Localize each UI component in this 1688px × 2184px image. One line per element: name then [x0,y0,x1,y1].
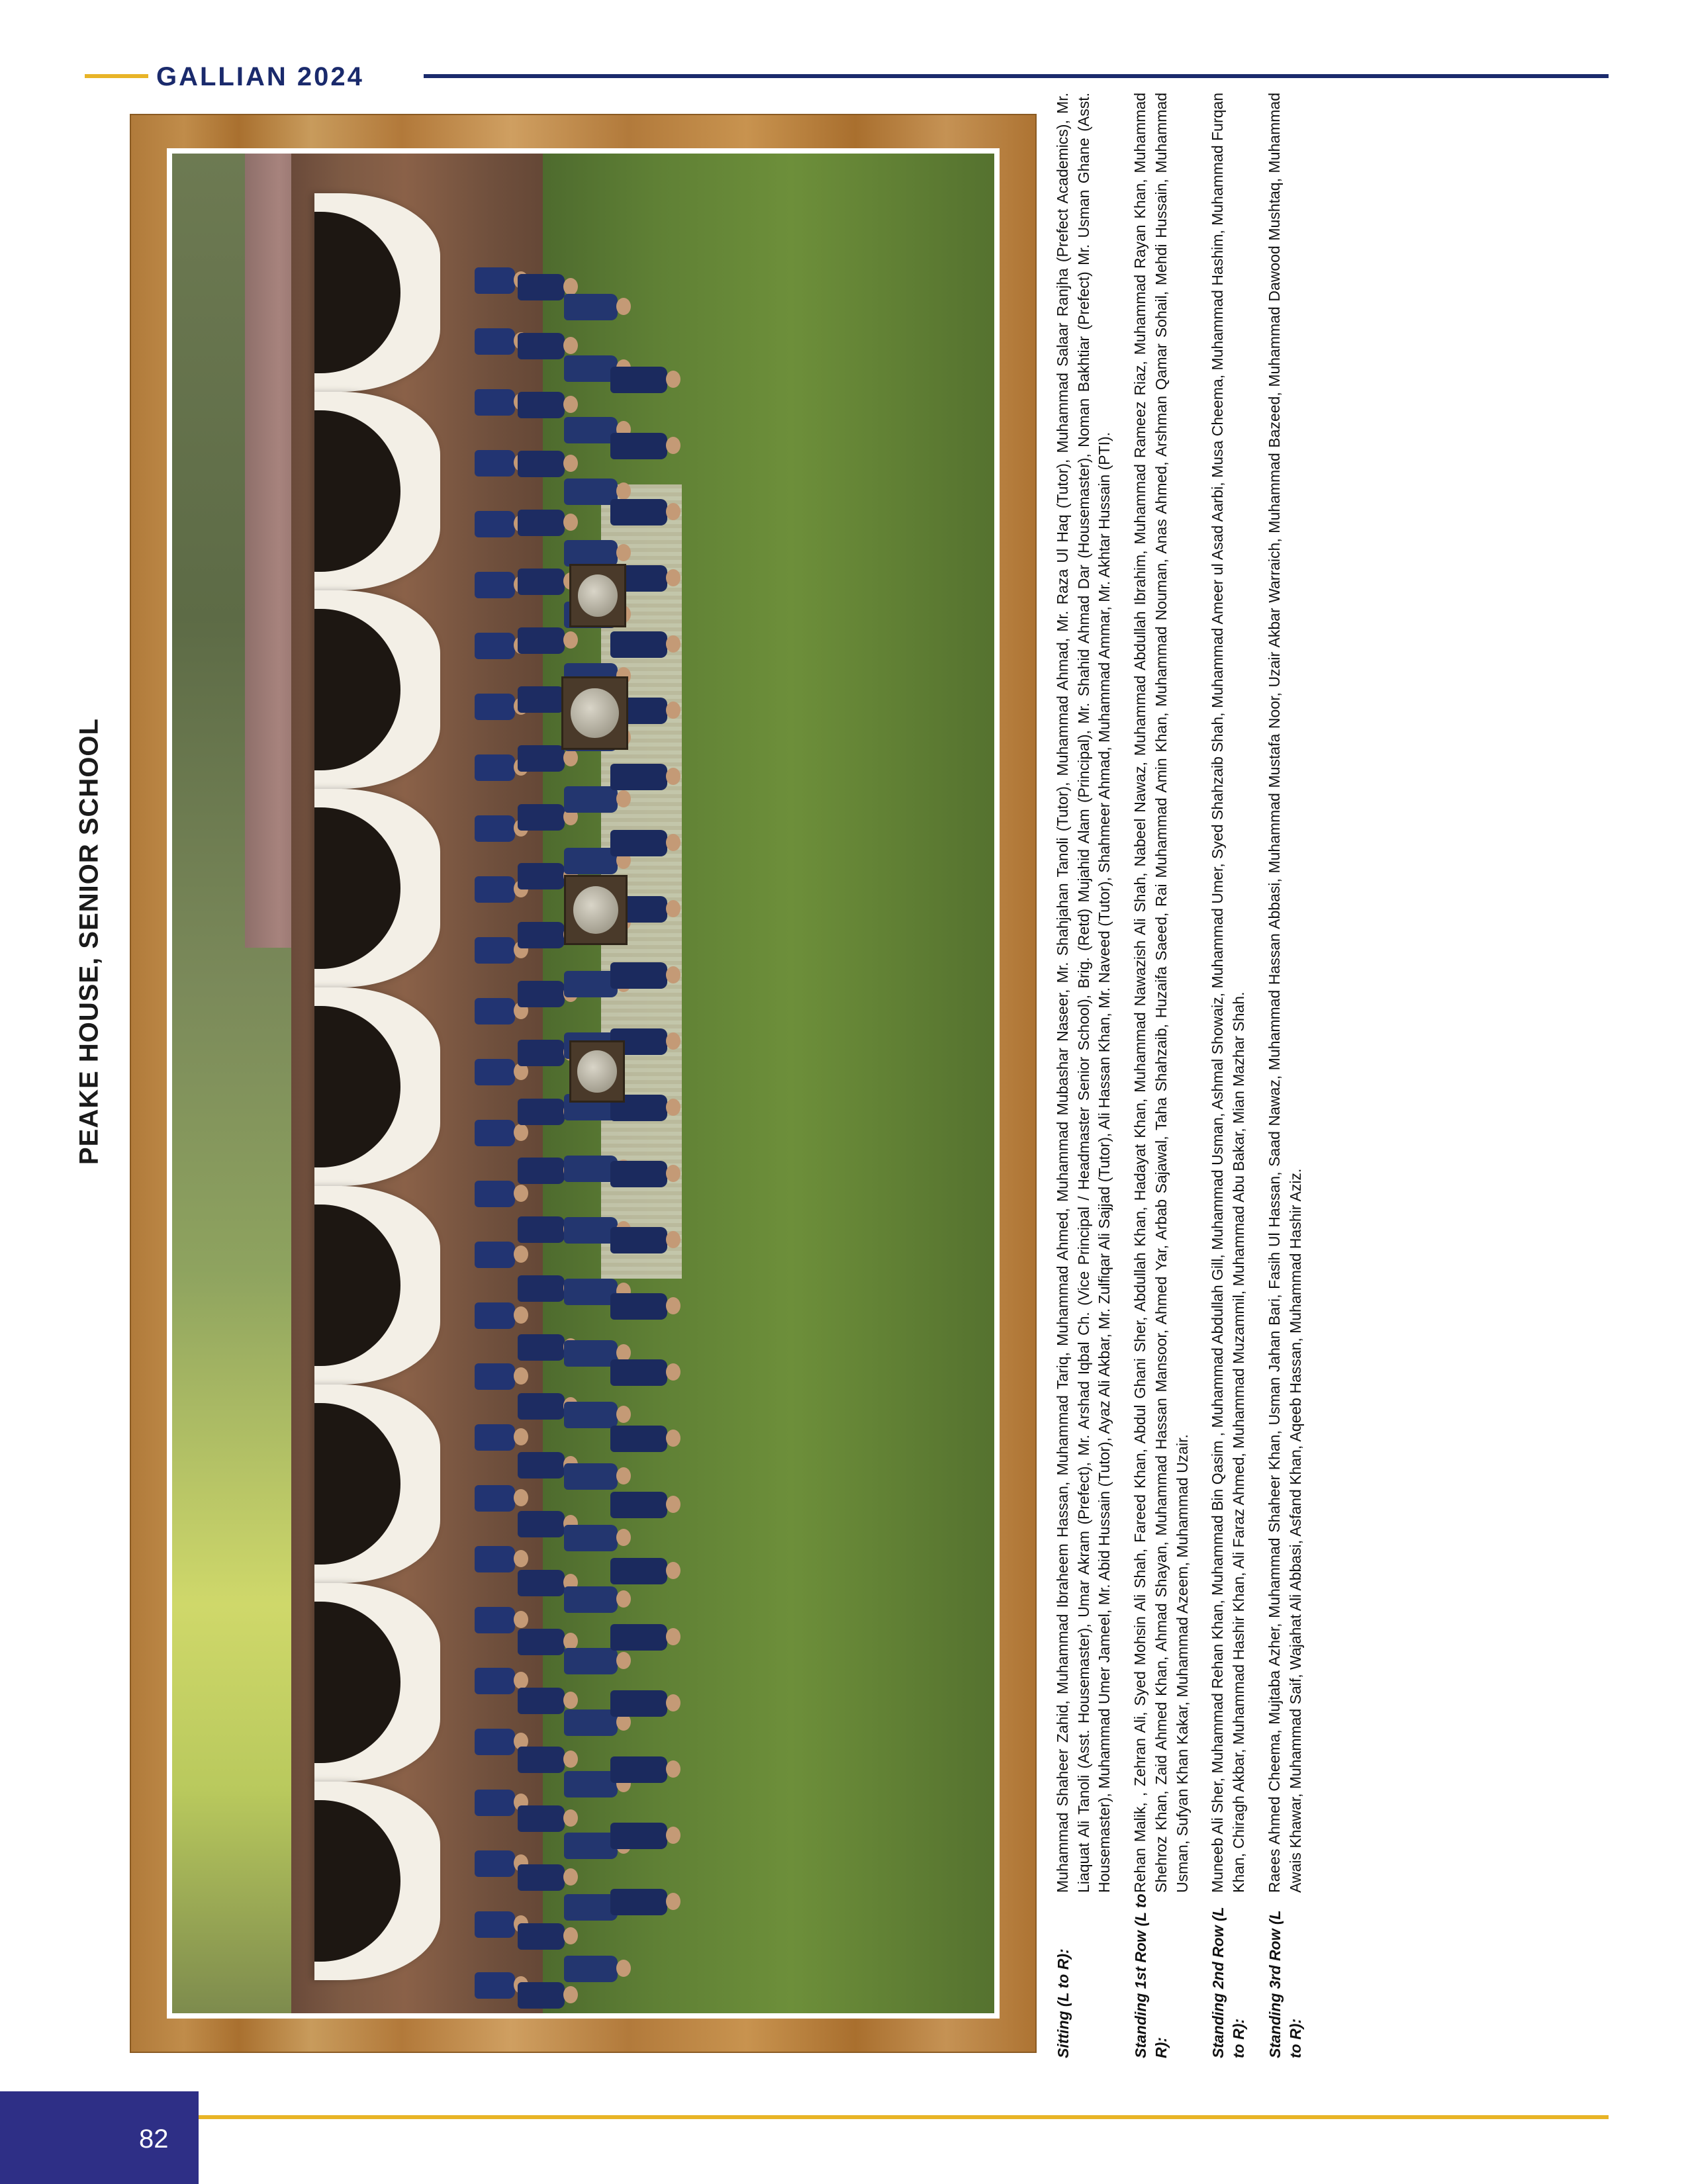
photo-person-body [475,1363,515,1390]
photo-arch-opening [314,1006,400,1167]
photo-person-head [666,1099,680,1116]
photo-person-body [475,1546,515,1572]
photo-person-body [518,981,565,1007]
photo-person-body [518,686,565,713]
photo-person-body [610,1624,667,1651]
photo-person [516,1981,579,2011]
photo-person-body [518,1747,565,1773]
photo-person [609,1490,682,1521]
header-rule-left [85,74,148,78]
photo-arch [314,1782,440,1980]
caption-block-standing-2nd-row [1207,93,1249,2058]
photo-person-head [666,1893,680,1910]
photo-person-body [518,1040,565,1066]
photo-person-body [518,1629,565,1655]
photo-person-body [475,754,515,781]
photo-person-head [666,635,680,653]
photo-person-body [518,922,565,948]
photo-person-body [518,1511,565,1537]
photo-person-body [475,572,515,598]
photo-person-body [475,1668,515,1694]
photo-wood-frame [130,114,1037,2053]
photo-person-body [475,1059,515,1085]
photo-person-body [610,764,667,790]
photo-person [609,1160,682,1190]
photo-person-head [666,702,680,719]
photo-person-body [610,367,667,393]
photo-trophy [564,875,628,945]
photo-person-body [475,1850,515,1877]
photo-person-body [610,499,667,525]
caption-block-standing-1st-row [1130,93,1193,2058]
photo-person-body [518,1334,565,1361]
photo-person-body [475,1729,515,1755]
photo-person-body [610,631,667,658]
photo-person-head [666,1694,680,1711]
photo-person-body [475,1424,515,1451]
photo-person-body [518,1158,565,1184]
photo-arch [314,392,440,590]
photo-arch-opening [314,807,400,969]
photo-person-body [518,1393,565,1420]
photo-person-body [518,1864,565,1891]
photo-person-body [518,863,565,889]
photo-person-body [610,1492,667,1518]
photo-person-head [666,569,680,586]
photo-person-head [666,1562,680,1579]
photo-trophy [569,1040,625,1103]
caption-text: Muneeb Ali Sher, Muhammad Rehan Khan, Muhammad Bin Qasim , Muhammad Abdullah Gill, Muhammad Usman, Ashmal Showaiz, Muhammad Umer, Syed Shahzaib Shah, Muhammad Ameer ul Asad Aarbi, Musa Cheema, Muhammad Hashim, Muhammad Furqan Khan, Chiragh Akbar, Muhammad Hashir Khan, Ali Faraz Ahmed, Muhammad Muzammil, Muhammad Abu Bakar, Mian Mazhar Shah. [1209,93,1248,1893]
photo-person-body [475,450,515,477]
header-rule-right [424,74,1609,78]
photo-person-head [666,1032,680,1050]
photo-person [609,762,682,793]
photo-person-body [518,510,565,536]
photo-person [609,1424,682,1455]
photo-person-head [666,834,680,851]
photo-person-body [610,1227,667,1253]
photo-person [609,829,682,859]
photo-person [609,1623,682,1653]
photo-arch-opening [314,1403,400,1565]
photo-person-head [666,1231,680,1248]
photo-person-head [666,503,680,520]
photo-scene [172,154,994,2013]
photo-person-body [475,937,515,964]
photo-trophy-plate [571,688,618,739]
photo-person-body [518,1216,565,1243]
photo-arch-opening [314,1800,400,1962]
photo-arch-opening [314,410,400,572]
footer-rule [199,2115,1609,2119]
photo-person-body [610,1823,667,1849]
photo-person-body [475,1790,515,1816]
photo-white-mat [167,148,1000,2019]
photo-person-body [610,1558,667,1584]
photo-person-body [518,1805,565,1832]
photo-person [609,498,682,528]
header-title: GALLIAN 2024 [156,62,364,91]
photo-person-head [666,371,680,388]
caption-block-sitting [1053,93,1115,2058]
photo-trophy-plate [577,1050,616,1092]
photo-person-head [666,437,680,454]
photo-person-body [475,267,515,294]
photo-person [609,365,682,396]
photo-arch-opening [314,1602,400,1763]
photo-person-body [518,627,565,654]
photo-person-body [518,333,565,359]
photo-trophy-plate [573,886,618,934]
photo-person-head [563,1986,578,2003]
photo-person-body [610,962,667,989]
photo-person-head [666,1628,680,1645]
photo-person-head [666,1760,680,1778]
page-title: PEAKE HOUSE, SENIOR SCHOOL [74,718,104,1165]
photo-person-body [475,389,515,416]
caption-block-standing-3rd-row [1264,93,1306,2058]
photo-person-body [475,998,515,1024]
photo-trophy [561,676,628,750]
photo-person-body [518,451,565,477]
photo-person-head [666,1430,680,1447]
photo-person-body [610,1161,667,1187]
photo-person-body [518,1452,565,1479]
photo-person-body [475,1242,515,1268]
caption-text: Muhammad Shaheer Zahid, Muhammad Ibraheem Hassan, Muhammad Tariq, Muhammad Ahmed, Muhammad Mubashar Naseer, Mr. Shahjahan Tanoli (Tutor), Muhammad Ahmad, Mr. Raza Ul Haq (Tutor), Muhammad Salaar Ranjha (Prefect Academics), Mr. Liaquat Ali Tanoli (Asst. Housemaster), Umar Akram (Prefect), Mr. Arshad Iqbal Ch. (Vice Principal / Headmaster Senior School), Brig. (Retd) Mujahid Alam (Principal), Mr. Shahid Ahmad Dar (Housemaster), Noman Bakhtiar (Prefect) Mr. Usman Ghane (Asst. Housemaster), Muhammad Umer Jameel, Mr. Abid Hussain (Tutor), Ayaz Ali Akbar, Mr. Zulfiqar Ali Sajjad (Tutor), Ali Hassan Khan, Mr. Naveed (Tutor), Shahmeer Ahmad, Muhammad Ammar, Mr. Akhtar Hussain (PTI). [1054,93,1113,1893]
photo-person [609,1358,682,1388]
photo-arch [314,987,440,1186]
caption-label: Standing 2nd Row (L to R): [1209,1907,1248,2058]
page-header [0,64,1688,90]
photo-arch [314,1583,440,1782]
footer-block [0,2091,199,2184]
page-number: 82 [139,2124,169,2154]
photo-person-body [475,511,515,537]
photo-person-body [475,815,515,842]
photo-person-head [666,966,680,983]
photo-person-head [666,1165,680,1182]
group-photograph [172,154,994,2013]
photo-person-body [518,1099,565,1125]
photo-person-body [610,1293,667,1320]
photo-person-body [610,830,667,856]
photo-person-body [518,569,565,595]
photo-person-body [518,1982,565,2009]
photo-person-head [666,1297,680,1314]
caption-rotated-group [1053,93,1582,2058]
photo-person-body [475,1302,515,1329]
caption-label: Sitting (L to R): [1055,1948,1072,2058]
photo-arch [314,1186,440,1385]
photo-person [609,1689,682,1719]
photo-trophy [569,564,626,627]
photo-person [609,1755,682,1786]
photo-person [609,432,682,462]
photo-person-body [475,1120,515,1146]
photo-person-body [610,1756,667,1783]
photo-person-body [475,1911,515,1938]
photo-person-body [610,1889,667,1915]
photo-person [609,1292,682,1322]
photo-person-head [666,1496,680,1513]
photo-person [609,630,682,660]
photo-arch-opening [314,212,400,373]
photo-arch [314,789,440,987]
photo-person-head [666,768,680,785]
photo-person-body [610,433,667,459]
photo-person-body [475,1972,515,1999]
photo-person-head [666,900,680,917]
photo-trophy-plate [578,574,618,617]
photo-person-body [475,328,515,355]
photo-person-body [475,876,515,903]
photo-arch [314,590,440,789]
photo-arch-opening [314,609,400,770]
photo-person-body [610,1426,667,1452]
caption-label: Standing 1st Row (L to R): [1132,1893,1170,2058]
caption-text: Raees Ahmed Cheema, Mujtaba Azher, Muhammad Shaheer Khan, Usman Jahan Bari, Fasih Ul Hassan, Saad Nawaz, Muhammad Hassan Abbasi, Muhammad Mustafa Noor, Uzair Akbar Warraich, Muhammad Bazeed, Muhammad Dawood Mushtaq, Muhammad Awais Khawar, Muhammad Saif, Wajahat Ali Abbasi, Asfand Khan, Aqeeb Hassan, Muhammad Hashir Aziz. [1265,93,1304,1893]
photo-person-body [518,1688,565,1714]
photo-person [609,1821,682,1852]
photo-person-body [475,1485,515,1512]
caption-label: Standing 3rd Row (L to R): [1266,1910,1304,2058]
photo-person-body [518,1570,565,1596]
photo-person [609,1226,682,1256]
photo-person-body [518,274,565,300]
photo-person-body [610,1690,667,1717]
photo-person-head [666,1827,680,1844]
photo-person [609,1557,682,1587]
photo-person-body [518,804,565,831]
photo-person-body [475,633,515,659]
photo-person-body [518,392,565,418]
photo-arch-opening [314,1205,400,1366]
caption-column [1053,93,1582,2058]
photo-person [609,961,682,991]
caption-text: Rehan Malik, , Zehran Ali, Syed Mohsin Ali Shah, Fareed Khan, Abdul Ghani Sher, Abdullah Khan, Hadayat Khan, Muhammad Nawazish Ali Shah, Nabeel Nawaz, Muhammad Abdullah Ibrahim, Muhammad Rameez Riaz, Muhammad Rayan Khan, Muhammad Shehroz Khan, Zaid Ahmed Khan, Ahmad Shayan, Muhammad Hassan Mansoor, Ahmed Yar, Arbab Sajawal, Taha Shahzaib, Huzaifa Saeed, Rai Muhammad Amin Khan, Muhammad Nouman, Anas Ahmed, Arshman Qamar Sohail, Mehdi Hussain, Muhammad Usman, Sufyan Khan Kakar, Muhammad Azeem, Muhammad Uzair. [1131,93,1191,1893]
photo-person-head [666,1363,680,1381]
photo-person-body [475,1181,515,1207]
photo-arch [314,1385,440,1583]
photo-person-body [518,745,565,772]
photo-person [609,1888,682,1918]
photo-person-body [518,1923,565,1950]
photo-person-body [518,1275,565,1302]
photo-person-body [475,694,515,720]
photo-arch [314,193,440,392]
photo-person-body [610,1359,667,1386]
photo-person-body [475,1607,515,1633]
